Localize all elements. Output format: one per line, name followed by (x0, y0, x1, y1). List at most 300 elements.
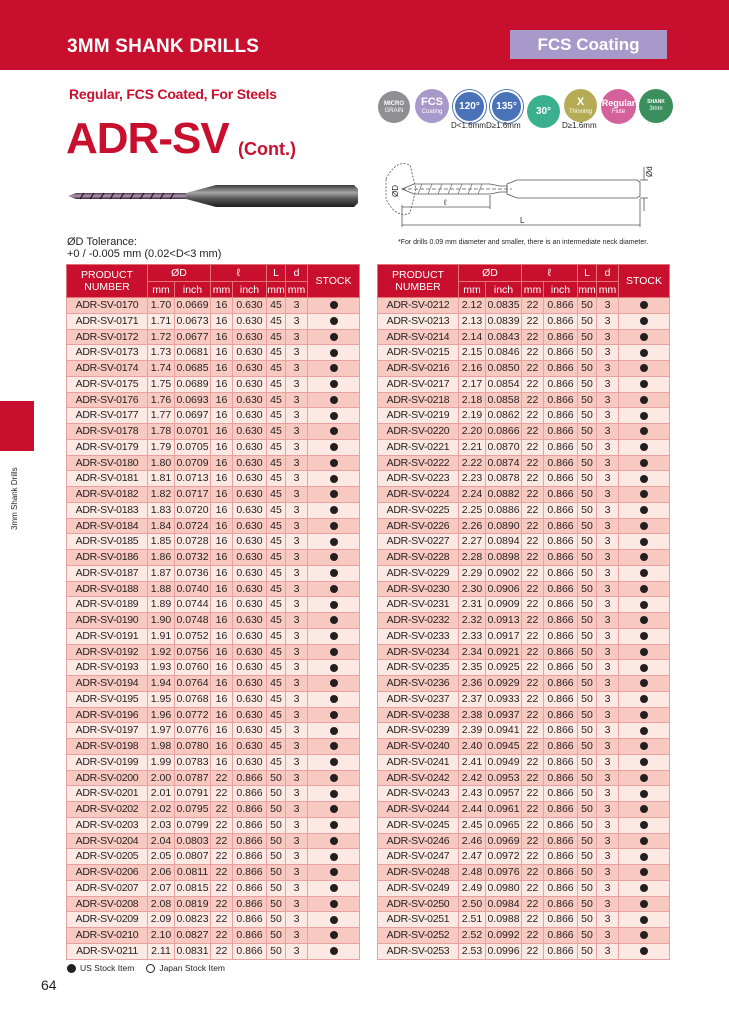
cell-stock (619, 455, 670, 471)
cell-stock (308, 723, 360, 739)
cell-flute-mm: 22 (211, 817, 233, 833)
cell-flute-mm: 16 (211, 345, 233, 361)
cell-diameter-inch: 0.0780 (175, 739, 211, 755)
table-row (378, 707, 670, 723)
cell-length-mm: 45 (267, 313, 286, 329)
cell-length-mm: 45 (267, 644, 286, 660)
cell-length-mm: 50 (578, 628, 597, 644)
cell-stock (619, 439, 670, 455)
cell-diameter-mm: 1.72 (148, 329, 175, 345)
cell-shank-mm: 3 (286, 313, 308, 329)
cell-diameter-inch: 0.0953 (486, 770, 522, 786)
header-product: PRODUCT NUMBER (378, 265, 459, 298)
cell-length-mm: 50 (578, 644, 597, 660)
header-length: L (267, 265, 286, 282)
cell-diameter-mm: 2.36 (459, 676, 486, 692)
cell-stock (619, 754, 670, 770)
cell-stock (308, 298, 360, 314)
cell-diameter-mm: 2.16 (459, 361, 486, 377)
diagram-footnote: *For drills 0.09 mm diameter and smaller, there is an intermediate neck diameter. (398, 239, 649, 246)
cell-shank-mm: 3 (286, 487, 308, 503)
cell-flute-mm: 22 (211, 786, 233, 802)
cell-diameter-mm: 2.27 (459, 534, 486, 550)
product-subtitle: Regular, FCS Coated, For Steels (69, 86, 277, 102)
us-stock-icon (330, 459, 338, 467)
us-stock-icon (330, 364, 338, 372)
cell-product-number: ADR-SV-0207 (67, 880, 148, 896)
cell-shank-mm: 3 (286, 754, 308, 770)
cell-diameter-mm: 1.79 (148, 439, 175, 455)
cell-diameter-inch: 0.0894 (486, 534, 522, 550)
cell-flute-mm: 22 (522, 581, 544, 597)
page-number: 64 (41, 977, 57, 993)
cell-diameter-mm: 1.77 (148, 408, 175, 424)
table-row (378, 345, 670, 361)
cell-length-mm: 45 (267, 597, 286, 613)
cell-diameter-inch: 0.0799 (175, 817, 211, 833)
cell-shank-mm: 3 (286, 424, 308, 440)
cell-shank-mm: 3 (597, 439, 619, 455)
cell-length-mm: 50 (267, 865, 286, 881)
cell-length-mm: 50 (578, 581, 597, 597)
cell-diameter-mm: 1.86 (148, 550, 175, 566)
cell-stock (308, 802, 360, 818)
cell-length-mm: 45 (267, 660, 286, 676)
cell-stock (619, 565, 670, 581)
cell-stock (308, 329, 360, 345)
us-stock-icon (640, 947, 648, 955)
unit-inch: inch (233, 282, 267, 298)
cell-product-number: ADR-SV-0232 (378, 613, 459, 629)
cell-shank-mm: 3 (286, 880, 308, 896)
cell-stock (619, 361, 670, 377)
cell-diameter-inch: 0.0752 (175, 628, 211, 644)
table-row (378, 833, 670, 849)
cell-stock (619, 723, 670, 739)
cell-shank-mm: 3 (286, 502, 308, 518)
cell-diameter-mm: 1.84 (148, 518, 175, 534)
cell-stock (308, 424, 360, 440)
table-row (67, 676, 360, 692)
cell-stock (308, 613, 360, 629)
cell-flute-inch: 0.866 (544, 345, 578, 361)
cell-flute-mm: 22 (522, 880, 544, 896)
cell-diameter-mm: 1.76 (148, 392, 175, 408)
cell-shank-mm: 3 (597, 471, 619, 487)
us-stock-icon (330, 632, 338, 640)
cell-diameter-mm: 1.80 (148, 455, 175, 471)
cell-flute-inch: 0.630 (233, 471, 267, 487)
us-stock-icon (330, 821, 338, 829)
cell-product-number: ADR-SV-0229 (378, 565, 459, 581)
us-stock-icon (640, 632, 648, 640)
cell-length-mm: 50 (578, 329, 597, 345)
cell-diameter-inch: 0.0669 (175, 298, 211, 314)
cell-product-number: ADR-SV-0206 (67, 865, 148, 881)
cell-diameter-mm: 1.99 (148, 754, 175, 770)
cell-flute-inch: 0.866 (544, 660, 578, 676)
cell-product-number: ADR-SV-0205 (67, 849, 148, 865)
cell-shank-mm: 3 (286, 802, 308, 818)
cell-stock (308, 345, 360, 361)
cell-flute-inch: 0.630 (233, 487, 267, 503)
us-stock-icon (330, 868, 338, 876)
header-shank: d (286, 265, 308, 282)
cell-shank-mm: 3 (286, 943, 308, 959)
cell-stock (619, 502, 670, 518)
cell-shank-mm: 3 (597, 361, 619, 377)
us-stock-icon (640, 774, 648, 782)
cell-flute-mm: 22 (522, 786, 544, 802)
table-row (378, 723, 670, 739)
cell-flute-inch: 0.866 (544, 943, 578, 959)
cell-product-number: ADR-SV-0220 (378, 424, 459, 440)
cell-product-number: ADR-SV-0189 (67, 597, 148, 613)
cell-flute-mm: 22 (522, 298, 544, 314)
cell-diameter-mm: 1.91 (148, 628, 175, 644)
cell-shank-mm: 3 (597, 376, 619, 392)
cell-shank-mm: 3 (597, 313, 619, 329)
cell-length-mm: 50 (578, 502, 597, 518)
cell-flute-mm: 16 (211, 424, 233, 440)
cell-diameter-inch: 0.0898 (486, 550, 522, 566)
cell-flute-inch: 0.630 (233, 550, 267, 566)
cell-diameter-inch: 0.0811 (175, 865, 211, 881)
cell-flute-mm: 22 (522, 392, 544, 408)
us-stock-icon (330, 916, 338, 924)
cell-flute-inch: 0.866 (544, 439, 578, 455)
cell-flute-mm: 22 (522, 565, 544, 581)
cell-length-mm: 50 (578, 802, 597, 818)
us-stock-icon (330, 664, 338, 672)
cell-diameter-inch: 0.0980 (486, 880, 522, 896)
cell-length-mm: 50 (578, 376, 597, 392)
table-row (67, 613, 360, 629)
table-row (378, 754, 670, 770)
cell-flute-mm: 22 (522, 928, 544, 944)
cell-stock (308, 707, 360, 723)
us-stock-icon (640, 396, 648, 404)
cell-shank-mm: 3 (597, 345, 619, 361)
cell-flute-mm: 22 (522, 896, 544, 912)
cell-product-number: ADR-SV-0240 (378, 739, 459, 755)
cell-flute-mm: 22 (211, 896, 233, 912)
us-stock-icon (640, 900, 648, 908)
us-stock-icon (640, 884, 648, 892)
cell-diameter-inch: 0.0933 (486, 691, 522, 707)
cell-shank-mm: 3 (597, 896, 619, 912)
cell-flute-inch: 0.866 (544, 912, 578, 928)
cell-shank-mm: 3 (286, 849, 308, 865)
table-row (378, 896, 670, 912)
table-row (378, 534, 670, 550)
cell-flute-mm: 22 (522, 597, 544, 613)
cell-shank-mm: 3 (286, 455, 308, 471)
cell-product-number: ADR-SV-0175 (67, 376, 148, 392)
cell-product-number: ADR-SV-0180 (67, 455, 148, 471)
tolerance-title: ØD Tolerance: (67, 236, 138, 248)
cell-shank-mm: 3 (597, 502, 619, 518)
us-stock-icon (640, 758, 648, 766)
cell-product-number: ADR-SV-0179 (67, 439, 148, 455)
cell-length-mm: 50 (267, 912, 286, 928)
cell-shank-mm: 3 (286, 408, 308, 424)
cell-diameter-inch: 0.0791 (175, 786, 211, 802)
cell-length-mm: 45 (267, 565, 286, 581)
us-stock-icon (330, 947, 338, 955)
cell-stock (619, 676, 670, 692)
table-row (67, 912, 360, 928)
us-stock-icon (640, 443, 648, 451)
legend-us-stock: US Stock Item (80, 963, 135, 973)
table-row (378, 943, 670, 959)
table-row (378, 597, 670, 613)
cell-flute-inch: 0.866 (544, 786, 578, 802)
us-stock-icon (640, 790, 648, 798)
cell-length-mm: 50 (578, 487, 597, 503)
cell-product-number: ADR-SV-0176 (67, 392, 148, 408)
cell-flute-mm: 16 (211, 455, 233, 471)
cell-shank-mm: 3 (286, 817, 308, 833)
header-product: PRODUCT NUMBER (67, 265, 148, 298)
cell-flute-mm: 22 (522, 550, 544, 566)
cell-product-number: ADR-SV-0239 (378, 723, 459, 739)
cell-diameter-inch: 0.0693 (175, 392, 211, 408)
table-row (378, 298, 670, 314)
cell-length-mm: 45 (267, 376, 286, 392)
point-angle-135-badge: 135° (490, 90, 523, 123)
diagram-label-shank: Ød (645, 166, 654, 177)
cell-product-number: ADR-SV-0228 (378, 550, 459, 566)
us-stock-icon (330, 884, 338, 892)
cell-stock (619, 849, 670, 865)
us-stock-icon (640, 679, 648, 687)
cell-length-mm: 50 (578, 707, 597, 723)
cell-diameter-mm: 2.00 (148, 770, 175, 786)
cell-shank-mm: 3 (597, 676, 619, 692)
unit-mm: mm (267, 283, 285, 296)
cell-shank-mm: 3 (286, 644, 308, 660)
cell-diameter-inch: 0.0874 (486, 455, 522, 471)
cell-flute-inch: 0.866 (544, 849, 578, 865)
cell-shank-mm: 3 (597, 723, 619, 739)
cell-diameter-mm: 1.70 (148, 298, 175, 314)
cell-length-mm: 45 (267, 471, 286, 487)
cell-diameter-mm: 1.97 (148, 723, 175, 739)
x-thinning-badge: X Thinning (564, 89, 597, 122)
table-row (67, 644, 360, 660)
table-row (67, 660, 360, 676)
table-row (67, 770, 360, 786)
cell-diameter-inch: 0.0949 (486, 754, 522, 770)
cell-length-mm: 45 (267, 345, 286, 361)
cell-flute-inch: 0.630 (233, 691, 267, 707)
cell-diameter-mm: 1.92 (148, 644, 175, 660)
diagram-label-flute: ℓ (444, 198, 447, 207)
cell-flute-inch: 0.630 (233, 597, 267, 613)
cell-diameter-mm: 2.43 (459, 786, 486, 802)
cell-shank-mm: 3 (286, 896, 308, 912)
cell-flute-mm: 22 (211, 943, 233, 959)
cell-diameter-mm: 2.13 (459, 313, 486, 329)
cell-product-number: ADR-SV-0245 (378, 817, 459, 833)
cell-stock (619, 739, 670, 755)
cell-diameter-mm: 2.25 (459, 502, 486, 518)
cell-stock (308, 833, 360, 849)
cell-flute-inch: 0.866 (544, 408, 578, 424)
cell-diameter-inch: 0.0902 (486, 565, 522, 581)
cell-product-number: ADR-SV-0247 (378, 849, 459, 865)
us-stock-icon (640, 837, 648, 845)
cell-diameter-inch: 0.0673 (175, 313, 211, 329)
cell-shank-mm: 3 (286, 298, 308, 314)
cell-flute-mm: 22 (211, 912, 233, 928)
us-stock-icon (330, 805, 338, 813)
cell-diameter-inch: 0.0807 (175, 849, 211, 865)
cell-stock (619, 817, 670, 833)
cell-product-number: ADR-SV-0225 (378, 502, 459, 518)
cell-flute-inch: 0.866 (233, 912, 267, 928)
cell-length-mm: 50 (578, 518, 597, 534)
cell-product-number: ADR-SV-0230 (378, 581, 459, 597)
cell-diameter-mm: 2.01 (148, 786, 175, 802)
cell-product-number: ADR-SV-0234 (378, 644, 459, 660)
cell-shank-mm: 3 (286, 471, 308, 487)
cell-flute-inch: 0.866 (544, 392, 578, 408)
cell-flute-inch: 0.630 (233, 565, 267, 581)
table-row (67, 345, 360, 361)
cell-flute-inch: 0.866 (544, 329, 578, 345)
table-row (67, 707, 360, 723)
cell-diameter-inch: 0.0846 (486, 345, 522, 361)
cell-product-number: ADR-SV-0211 (67, 943, 148, 959)
cell-diameter-mm: 2.02 (148, 802, 175, 818)
spec-table-right (377, 264, 670, 960)
table-row (378, 565, 670, 581)
cell-flute-mm: 22 (211, 880, 233, 896)
unit-inch: inch (175, 282, 211, 298)
cell-flute-mm: 22 (522, 455, 544, 471)
cell-flute-mm: 16 (211, 628, 233, 644)
cell-shank-mm: 3 (597, 455, 619, 471)
cell-diameter-inch: 0.0988 (486, 912, 522, 928)
cell-diameter-mm: 2.32 (459, 613, 486, 629)
cell-shank-mm: 3 (597, 707, 619, 723)
us-stock-icon (330, 711, 338, 719)
cell-flute-mm: 22 (522, 660, 544, 676)
cell-flute-mm: 16 (211, 676, 233, 692)
cell-flute-mm: 22 (522, 817, 544, 833)
table-row (378, 439, 670, 455)
section-title: 3MM SHANK DRILLS (67, 36, 260, 57)
cell-product-number: ADR-SV-0217 (378, 376, 459, 392)
cell-stock (308, 691, 360, 707)
cell-diameter-mm: 2.07 (148, 880, 175, 896)
cell-flute-mm: 16 (211, 644, 233, 660)
cell-flute-inch: 0.630 (233, 676, 267, 692)
table-row (378, 912, 670, 928)
cell-stock (619, 298, 670, 314)
cell-flute-mm: 22 (522, 676, 544, 692)
cell-product-number: ADR-SV-0252 (378, 928, 459, 944)
cell-flute-inch: 0.866 (233, 833, 267, 849)
cell-flute-inch: 0.866 (544, 707, 578, 723)
cell-diameter-inch: 0.0992 (486, 928, 522, 944)
tolerance-note (67, 236, 221, 260)
table-row (378, 817, 670, 833)
cell-diameter-mm: 2.42 (459, 770, 486, 786)
cell-length-mm: 45 (267, 723, 286, 739)
cell-product-number: ADR-SV-0253 (378, 943, 459, 959)
cell-length-mm: 50 (578, 534, 597, 550)
cell-shank-mm: 3 (597, 865, 619, 881)
cell-shank-mm: 3 (597, 518, 619, 534)
unit-mm: mm (286, 282, 308, 298)
cell-stock (619, 487, 670, 503)
cell-length-mm: 50 (267, 802, 286, 818)
cell-flute-mm: 22 (211, 928, 233, 944)
cell-flute-inch: 0.630 (233, 329, 267, 345)
cell-product-number: ADR-SV-0233 (378, 628, 459, 644)
cell-length-mm: 45 (267, 754, 286, 770)
cell-flute-mm: 16 (211, 550, 233, 566)
cell-diameter-inch: 0.0744 (175, 597, 211, 613)
cell-diameter-inch: 0.0965 (486, 817, 522, 833)
cell-flute-mm: 22 (522, 408, 544, 424)
table-row (67, 849, 360, 865)
cell-diameter-mm: 1.96 (148, 707, 175, 723)
cell-diameter-inch: 0.0984 (486, 896, 522, 912)
cell-flute-inch: 0.866 (544, 928, 578, 944)
cell-shank-mm: 3 (286, 723, 308, 739)
table-row (378, 786, 670, 802)
cell-product-number: ADR-SV-0238 (378, 707, 459, 723)
cell-shank-mm: 3 (286, 534, 308, 550)
cell-stock (308, 502, 360, 518)
cell-shank-mm: 3 (286, 676, 308, 692)
cell-diameter-inch: 0.0760 (175, 660, 211, 676)
cell-diameter-mm: 1.74 (148, 361, 175, 377)
cell-product-number: ADR-SV-0174 (67, 361, 148, 377)
cell-flute-mm: 22 (522, 424, 544, 440)
us-stock-icon (640, 727, 648, 735)
cell-flute-mm: 22 (522, 707, 544, 723)
cell-stock (308, 455, 360, 471)
table-row (378, 392, 670, 408)
table-row (67, 550, 360, 566)
cell-stock (308, 376, 360, 392)
us-stock-icon (330, 601, 338, 609)
cell-flute-inch: 0.866 (544, 691, 578, 707)
us-stock-icon (330, 349, 338, 357)
us-stock-icon (330, 522, 338, 530)
cell-flute-mm: 22 (522, 770, 544, 786)
cell-diameter-mm: 2.49 (459, 880, 486, 896)
table-row (378, 502, 670, 518)
cell-stock (308, 943, 360, 959)
us-stock-icon (640, 490, 648, 498)
cell-flute-mm: 16 (211, 723, 233, 739)
cell-shank-mm: 3 (286, 518, 308, 534)
cell-flute-inch: 0.630 (233, 518, 267, 534)
cell-shank-mm: 3 (286, 912, 308, 928)
cell-flute-inch: 0.866 (544, 581, 578, 597)
us-stock-icon (640, 427, 648, 435)
cell-shank-mm: 3 (597, 565, 619, 581)
table-row (67, 928, 360, 944)
cell-diameter-inch: 0.0748 (175, 613, 211, 629)
cell-flute-inch: 0.866 (233, 896, 267, 912)
